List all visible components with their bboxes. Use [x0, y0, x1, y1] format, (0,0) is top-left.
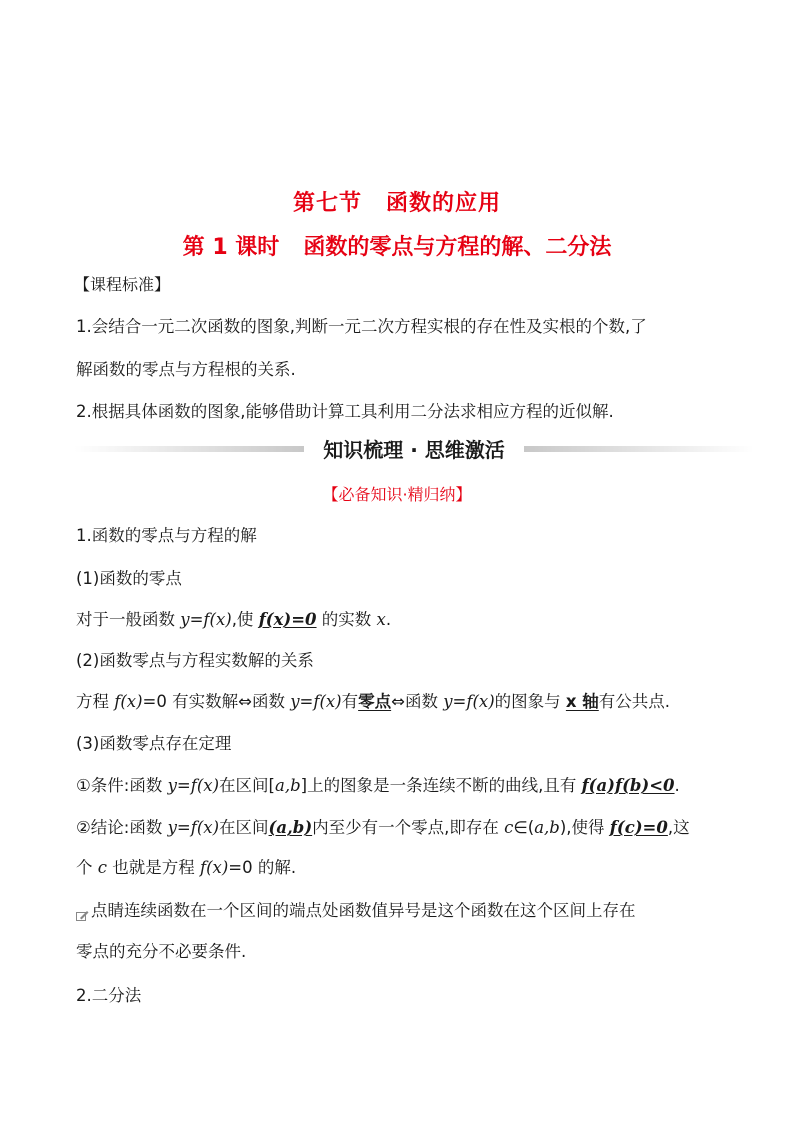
curriculum-item-1b: 解函数的零点与方程根的关系.: [76, 360, 296, 379]
heading-zero-and-solution: 1.函数的零点与方程的解: [76, 526, 257, 545]
lesson-number: 第 1 课时: [182, 235, 280, 260]
section-number: 第七节: [292, 191, 362, 216]
section-title: [0, 186, 794, 217]
section-name: 函数的应用: [386, 191, 502, 216]
answer-interval: (a,b): [268, 818, 313, 837]
lesson-name: 函数的零点与方程的解、二分法: [303, 235, 612, 260]
heading-relation: (2)函数零点与方程实数解的关系: [76, 651, 314, 670]
answer-fx-zero: f(x)=0: [258, 610, 317, 629]
knowledge-label: 【必备知识·精归纳】: [322, 485, 472, 504]
conclusion-line-2: 个 c 也就是方程 f(x)=0 的解.: [76, 858, 297, 877]
definition-line: 对于一般函数 y=f(x),使 f(x)=0 的实数 x.: [76, 610, 392, 629]
curriculum-item-1a: 1.会结合一元二次函数的图象,判断一元二次方程实根的存在性及实根的个数,了: [76, 317, 647, 336]
curriculum-label: 【课程标准】: [74, 275, 171, 294]
curriculum-item-2: 2.根据具体函数的图象,能够借助计算工具利用二分法求相应方程的近似解.: [76, 402, 614, 421]
banner-text: 知识梳理 · 思维激活: [323, 438, 505, 462]
pencil-note-icon: [76, 906, 89, 917]
section-banner: [74, 434, 754, 464]
answer-fa-fb: f(a)f(b)<0: [581, 776, 675, 795]
answer-fc-zero: f(c)=0: [609, 818, 668, 837]
note-line-2: 零点的充分不必要条件.: [76, 942, 247, 961]
conclusion-line: ②结论:函数 y=f(x)在区间(a,b)内至少有一个零点,即存在 c∈(a,b),使得 f(c)=0,这: [76, 818, 690, 837]
heading-bisection: 2.二分法: [76, 986, 142, 1005]
answer-x-axis: x 轴: [565, 692, 599, 711]
heading-existence-theorem: (3)函数零点存在定理: [76, 734, 232, 753]
answer-zero-point: 零点: [358, 692, 392, 711]
condition-line: ①条件:函数 y=f(x)在区间[a,b]上的图象是一条连续不断的曲线,且有 f(a)f(b)<0.: [76, 776, 680, 795]
note-line-1: 点睛连续函数在一个区间的端点处函数值异号是这个函数在这个区间上存在: [76, 897, 636, 921]
relation-line: 方程 f(x)=0 有实数解⇔函数 y=f(x)有零点⇔函数 y=f(x)的图象与 x 轴有公共点.: [76, 692, 671, 711]
lesson-title: [0, 230, 794, 261]
heading-zero: (1)函数的零点: [76, 569, 182, 588]
